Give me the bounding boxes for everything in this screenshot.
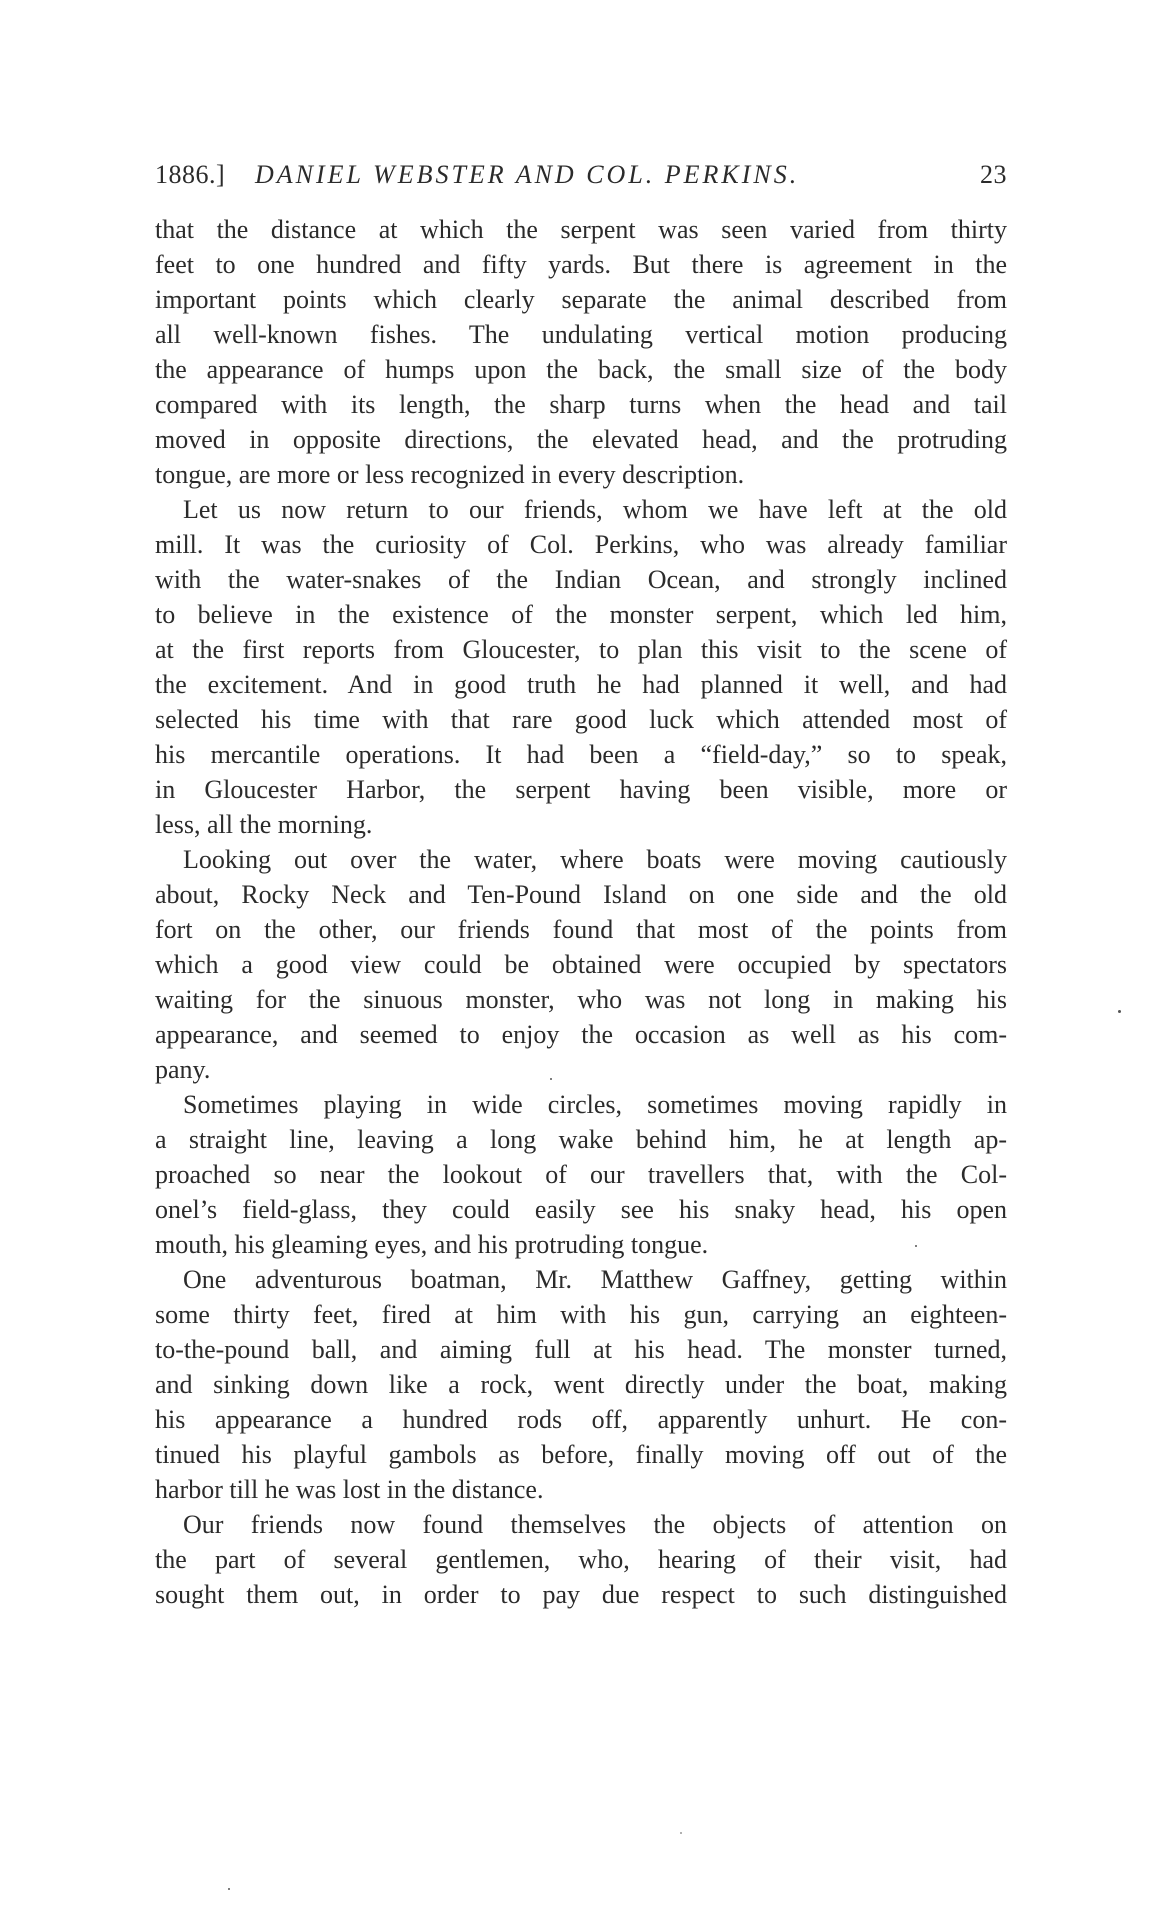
text-line: moved in opposite directions, the elevated head, and the protruding (155, 425, 1007, 454)
text-line: at the first reports from Gloucester, to plan this visit to the scene of (155, 635, 1007, 664)
text-line: all well-known fishes. The undulating vertical motion producing (155, 320, 1007, 349)
text-line: tinued his playful gambols as before, finally moving off out of the (155, 1440, 1007, 1469)
text-line: some thirty feet, fired at him with his gun, carrying an eighteen- (155, 1300, 1007, 1329)
text-line: important points which clearly separate the animal described from (155, 285, 1007, 314)
paragraph-4 (155, 1087, 1007, 1262)
text-line: the appearance of humps upon the back, the small size of the body (155, 355, 1007, 384)
text-line: with the water-snakes of the Indian Ocean, and strongly inclined (155, 565, 1007, 594)
body-text (155, 212, 1007, 1612)
running-head (155, 160, 1007, 200)
page-number: 23 (980, 160, 1007, 189)
text-line: tongue, are more or less recognized in every description. (155, 460, 745, 489)
scan-speck (1118, 1010, 1121, 1013)
paragraph-2 (155, 492, 1007, 842)
text-line: to believe in the existence of the monster serpent, which led him, (155, 600, 1007, 629)
text-line: selected his time with that rare good luck which attended most of (155, 705, 1007, 734)
text-line: less, all the morning. (155, 810, 373, 839)
text-line: and sinking down like a rock, went directly under the boat, making (155, 1370, 1007, 1399)
text-line: waiting for the sinuous monster, who was not long in making his (155, 985, 1007, 1014)
text-line: mouth, his gleaming eyes, and his protruding tongue. (155, 1230, 709, 1259)
text-line: a straight line, leaving a long wake behind him, he at length ap- (155, 1125, 1007, 1154)
text-line: appearance, and seemed to enjoy the occasion as well as his com- (155, 1020, 1007, 1049)
running-head-title: DANIEL WEBSTER AND COL. PERKINS. (255, 160, 800, 189)
text-line: One adventurous boatman, Mr. Matthew Gaffney, getting within (183, 1265, 1007, 1294)
text-line: to-the-pound ball, and aiming full at his head. The monster turned, (155, 1335, 1007, 1364)
text-line: mill. It was the curiosity of Col. Perkins, who was already familiar (155, 530, 1007, 559)
text-line: about, Rocky Neck and Ten-Pound Island on one side and the old (155, 880, 1007, 909)
paragraph-3 (155, 842, 1007, 1087)
text-line: Our friends now found themselves the objects of attention on (183, 1510, 1007, 1539)
scan-speck (228, 1888, 230, 1890)
scan-speck (915, 1245, 917, 1247)
paragraph-5 (155, 1262, 1007, 1507)
text-line: proached so near the lookout of our travellers that, with the Col- (155, 1160, 1007, 1189)
text-line: Let us now return to our friends, whom we have left at the old (183, 495, 1007, 524)
text-line: sought them out, in order to pay due respect to such distinguished (155, 1580, 1007, 1609)
text-line: Looking out over the water, where boats were moving cautiously (183, 845, 1007, 874)
text-line: Sometimes playing in wide circles, sometimes moving rapidly in (183, 1090, 1007, 1119)
text-line: feet to one hundred and fifty yards. But there is agreement in the (155, 250, 1007, 279)
text-line: harbor till he was lost in the distance. (155, 1475, 544, 1504)
text-line: which a good view could be obtained were occupied by spectators (155, 950, 1007, 979)
paragraph-1 (155, 212, 1007, 492)
text-line: compared with its length, the sharp turns when the head and tail (155, 390, 1007, 419)
text-line: onel’s field-glass, they could easily see his snaky head, his open (155, 1195, 1007, 1224)
text-line: the part of several gentlemen, who, hearing of their visit, had (155, 1545, 1007, 1574)
text-line: his appearance a hundred rods off, apparently unhurt. He con- (155, 1405, 1007, 1434)
running-head-year: 1886.] (155, 160, 226, 189)
text-line: the excitement. And in good truth he had planned it well, and had (155, 670, 1007, 699)
text-line: that the distance at which the serpent was seen varied from thirty (155, 215, 1007, 244)
text-line: pany. (155, 1055, 211, 1084)
text-line: fort on the other, our friends found that most of the points from (155, 915, 1007, 944)
text-line: in Gloucester Harbor, the serpent having been visible, more or (155, 775, 1007, 804)
paragraph-6 (155, 1507, 1007, 1612)
scan-speck (550, 1078, 552, 1080)
scan-speck (680, 1832, 682, 1834)
text-line: his mercantile operations. It had been a “field-day,” so to speak, (155, 740, 1007, 769)
